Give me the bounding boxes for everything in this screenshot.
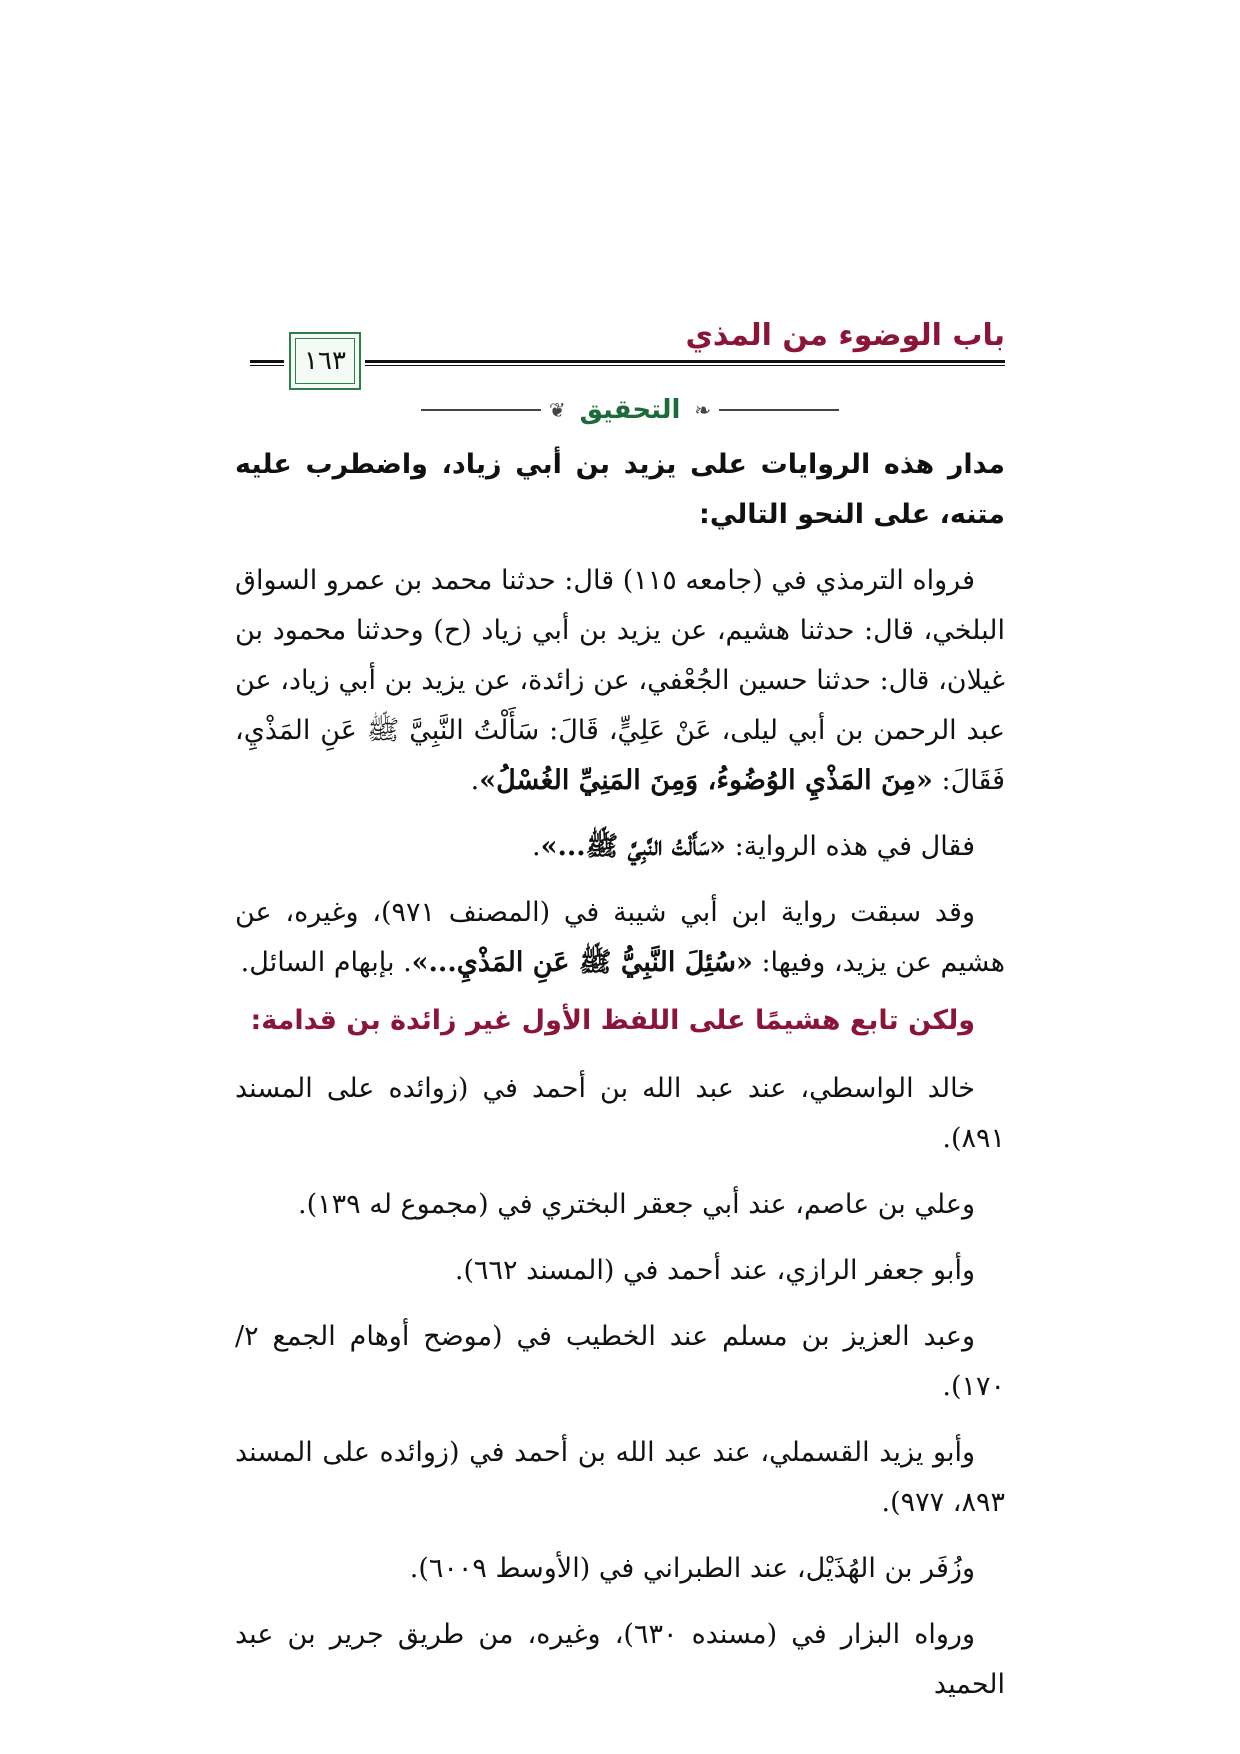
paragraph-end: . بإبهام السائل. (240, 947, 412, 978)
paragraph-text: فقال في هذه الرواية: (726, 831, 975, 862)
ornament-icon: ❦ (548, 398, 566, 422)
ornament-line-left (421, 409, 541, 411)
list-item: ورواه البزار في (مسنده ٦٣٠)، وغيره، من طريق جرير بن عبد الحميد (235, 1619, 1005, 1700)
list-item: خالد الواسطي، عند عبد الله بن أحمد في (زوائده على المسند ٨٩١). (235, 1073, 1005, 1154)
list-item: وأبو جعفر الرازي، عند أحمد في (المسند ٦٦٢). (454, 1255, 975, 1286)
page-number: ١٦٣ (304, 346, 346, 376)
list-item: وعلي بن عاصم، عند أبي جعقر البختري في (مجموع له ١٣٩). (298, 1189, 975, 1220)
hadith-quote: «سَأَلْتُ النَّبِيَّ ﷺ...» (540, 831, 727, 862)
hadith-quote: «مِنَ المَذْيِ الوُضُوءُ، وَمِنَ المَنِيِّ الغُسْلُ» (479, 765, 933, 796)
paragraph-riwaya (235, 822, 1005, 872)
header-rule (365, 360, 1005, 366)
list-item: وعبد العزيز بن مسلم عند الخطيب في (موضح أوهام الجمع ٢/ ١٧٠). (235, 1321, 1005, 1402)
list-item: وأبو يزيد القسملي، عند عبد الله بن أحمد في (زوائده على المسند ٨٩٣، ٩٧٧). (235, 1437, 1005, 1518)
paragraph-text: فرواه الترمذي في (جامعه ١١٥) قال: حدثنا محمد بن عمرو السواق البلخي، قال: حدثنا هشيم، عن يزيد بن أبي زياد (ح) وحدثنا محمود بن غيلان، قال: حدثنا حسين الجُعْفي، عن زائدة، عن يزيد بن أبي زياد، عن عبد الرحمن بن أبي ليلى، عَنْ عَلِيٍّ، قَالَ: سَأَلْتُ النَّبِيَّ ﷺ عَنِ المَذْيِ، فَقَالَ: (235, 565, 1005, 796)
page-number-frame (289, 332, 361, 390)
body-text (235, 440, 1005, 1710)
intro-paragraph: مدار هذه الروايات على يزيد بن أبي زياد، واضطرب عليه متنه، على النحو التالي: (235, 449, 1005, 530)
subheading: ولكن تابع هشيمًا على اللفظ الأول غير زائدة بن قدامة: (250, 1005, 975, 1036)
paragraph-text: وقد سبقت رواية ابن أبي شيبة في (المصنف ٩٧١)، وغيره، عن هشيم عن يزيد، وفيها: (235, 897, 1005, 978)
ornament-icon: ❧ (694, 398, 712, 422)
chapter-title: باب الوضوء من المذي (685, 318, 1005, 353)
paragraph-end: . (531, 831, 541, 862)
paragraph-end: . (470, 765, 480, 796)
hadith-quote: «سُئِلَ النَّبِيُّ ﷺ عَنِ المَذْيِ...» (411, 947, 753, 978)
section-heading-label: التحقيق (579, 395, 681, 425)
paragraph-ibn-abi-shayba (235, 888, 1005, 988)
header-rule-short (250, 360, 284, 366)
paragraph-tirmidhi (235, 556, 1005, 806)
section-heading (360, 390, 900, 430)
list-item: وزُفَر بن الهُذَيْل، عند الطبراني في (الأوسط ٦٠٠٩). (409, 1553, 975, 1584)
ornament-line-right (719, 409, 839, 411)
